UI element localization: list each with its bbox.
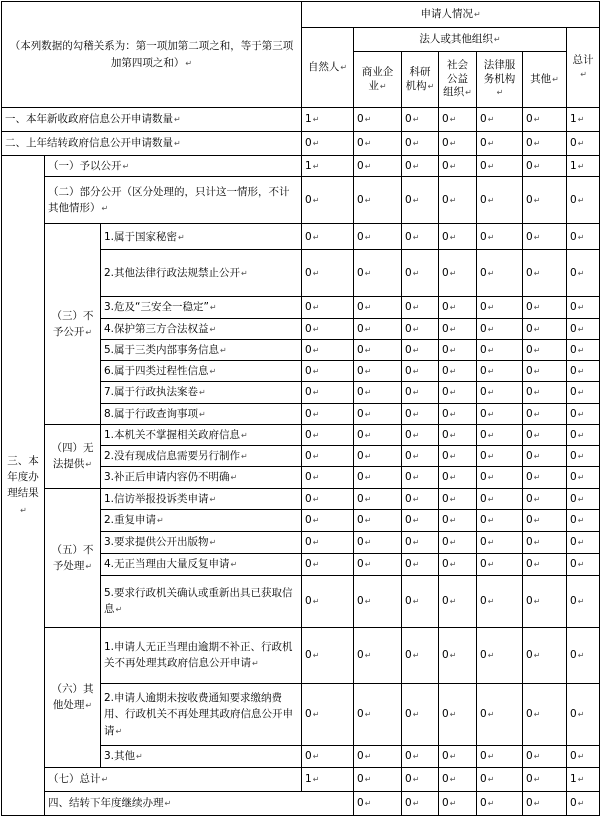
row-label: 1.信访举报投诉类申请↵	[101, 488, 302, 509]
other-header: 其他↵	[523, 52, 567, 108]
row-label: 四、结转下年度继续办理↵	[45, 791, 354, 815]
value-cell-social-welfare: 0↵	[439, 446, 477, 467]
value-cell-legal-service: 0↵	[477, 297, 523, 318]
value-cell-other: 0↵	[523, 224, 567, 250]
value-cell-social-welfare: 0↵	[439, 339, 477, 360]
value-cell-natural-person: 0↵	[302, 177, 354, 224]
value-cell-research: 0↵	[402, 767, 439, 791]
value-cell-total: 0↵	[567, 382, 600, 403]
value-cell-legal-service: 0↵	[477, 509, 523, 531]
value-cell-legal-service: 0↵	[477, 403, 523, 424]
value-cell-research: 0↵	[402, 224, 439, 250]
value-cell-social-welfare: 0↵	[439, 467, 477, 488]
value-cell-research: 0↵	[402, 509, 439, 531]
value-cell-research: 0↵	[402, 553, 439, 575]
row-label: 二、上年结转政府信息公开申请数量↵	[2, 132, 302, 156]
total-header: 总计↵	[567, 28, 600, 108]
value-cell-total: 1↵	[567, 156, 600, 177]
value-cell-legal-service: 0↵	[477, 767, 523, 791]
value-cell-legal-service: 0↵	[477, 553, 523, 575]
value-cell-commercial: 0↵	[354, 509, 402, 531]
value-cell-commercial: 0↵	[354, 382, 402, 403]
value-cell-commercial: 0↵	[354, 318, 402, 339]
value-cell-natural-person: 0↵	[302, 575, 354, 627]
value-cell-legal-service: 0↵	[477, 177, 523, 224]
value-cell-natural-person: 0↵	[302, 683, 354, 745]
row-label: 8.属于行政查询事项↵	[101, 403, 302, 424]
value-cell-total: 0↵	[567, 531, 600, 553]
value-cell-commercial: 0↵	[354, 177, 402, 224]
value-cell-other: 0↵	[523, 177, 567, 224]
value-cell-commercial: 0↵	[354, 531, 402, 553]
row-label: 6.属于四类过程性信息↵	[101, 361, 302, 382]
value-cell-research: 0↵	[402, 424, 439, 445]
value-cell-natural-person: 0↵	[302, 132, 354, 156]
value-cell-other: 0↵	[523, 156, 567, 177]
value-cell-commercial: 0↵	[354, 132, 402, 156]
value-cell-natural-person: 0↵	[302, 224, 354, 250]
legal-service-header: 法律服务机构↵	[477, 52, 523, 108]
value-cell-social-welfare: 0↵	[439, 403, 477, 424]
social-welfare-header: 社会公益组织↵	[439, 52, 477, 108]
value-cell-social-welfare: 0↵	[439, 382, 477, 403]
value-cell-commercial: 0↵	[354, 745, 402, 767]
value-cell-commercial: 0↵	[354, 250, 402, 297]
value-cell-total: 0↵	[567, 509, 600, 531]
value-cell-legal-service: 0↵	[477, 382, 523, 403]
value-cell-commercial: 0↵	[354, 446, 402, 467]
value-cell-legal-service: 0↵	[477, 318, 523, 339]
value-cell-research: 0↵	[402, 318, 439, 339]
value-cell-social-welfare: 0↵	[439, 509, 477, 531]
value-cell-research: 0↵	[402, 488, 439, 509]
value-cell-natural-person: 0↵	[302, 403, 354, 424]
row-label: 3.补正后申请内容仍不明确↵	[101, 467, 302, 488]
value-cell-social-welfare: 0↵	[439, 297, 477, 318]
row-label: 2.没有现成信息需要另行制作↵	[101, 446, 302, 467]
value-cell-legal-service: 0↵	[477, 488, 523, 509]
row-label: 2.其他法律行政法规禁止公开↵	[101, 250, 302, 297]
value-cell-natural-person: 0↵	[302, 627, 354, 683]
value-cell-social-welfare: 0↵	[439, 745, 477, 767]
value-cell-legal-service: 0↵	[477, 108, 523, 132]
value-cell-commercial: 0↵	[354, 156, 402, 177]
value-cell-commercial: 0↵	[354, 488, 402, 509]
value-cell-research: 0↵	[402, 177, 439, 224]
value-cell-commercial: 0↵	[354, 627, 402, 683]
value-cell-research: 0↵	[402, 745, 439, 767]
row-label: （一）予以公开↵	[45, 156, 302, 177]
value-cell-commercial: 0↵	[354, 339, 402, 360]
disclosure-table	[1, 1, 600, 816]
row-label: 7.属于行政执法案卷↵	[101, 382, 302, 403]
value-cell-legal-service: 0↵	[477, 156, 523, 177]
value-cell-legal-service: 0↵	[477, 467, 523, 488]
value-cell-total: 0↵	[567, 177, 600, 224]
value-cell-legal-service: 0↵	[523, 791, 567, 815]
row-label: （二）部分公开（区分处理的，只计这一情形，不计其他情形）↵	[45, 177, 302, 224]
value-cell-legal-service: 0↵	[477, 224, 523, 250]
row-label: 1.申请人无正当理由逾期不补正、行政机关不再处理其政府信息公开申请↵	[101, 627, 302, 683]
value-cell-natural-person: 0↵	[302, 382, 354, 403]
value-cell-total: 0↵	[567, 250, 600, 297]
value-cell-commercial: 0↵	[354, 424, 402, 445]
value-cell-social-welfare: 0↵	[439, 683, 477, 745]
value-cell-other: 0↵	[523, 553, 567, 575]
value-cell-legal-service: 0↵	[477, 250, 523, 297]
value-cell-total: 0↵	[567, 467, 600, 488]
value-cell-commercial: 0↵	[402, 791, 439, 815]
value-cell-other: 0↵	[523, 683, 567, 745]
value-cell-social-welfare: 0↵	[477, 791, 523, 815]
value-cell-other: 0↵	[523, 108, 567, 132]
value-cell-natural-person: 0↵	[302, 531, 354, 553]
value-cell-other: 0↵	[523, 403, 567, 424]
value-cell-natural-person: 0↵	[302, 297, 354, 318]
value-cell-legal-service: 0↵	[477, 339, 523, 360]
value-cell-total: 0↵	[567, 318, 600, 339]
value-cell-research: 0↵	[402, 575, 439, 627]
value-cell-social-welfare: 0↵	[439, 224, 477, 250]
row-label: 3.其他↵	[101, 745, 302, 767]
value-cell-research: 0↵	[402, 156, 439, 177]
value-cell-commercial: 0↵	[354, 575, 402, 627]
value-cell-natural-person: 0↵	[302, 553, 354, 575]
value-cell-natural-person: 1↵	[302, 767, 354, 791]
value-cell-research: 0↵	[402, 627, 439, 683]
value-cell-other: 0↵	[523, 575, 567, 627]
section-3-label: 三、本年度办理结果↵	[2, 156, 45, 816]
value-cell-natural-person: 1↵	[302, 156, 354, 177]
value-cell-research: 0↵	[402, 132, 439, 156]
value-cell-total: 0↵	[567, 627, 600, 683]
value-cell-research: 0↵	[402, 403, 439, 424]
commercial-header: 商业企业↵	[354, 52, 402, 108]
row-label: 2.重复申请↵	[101, 509, 302, 531]
row-label: 5.属于三类内部事务信息↵	[101, 339, 302, 360]
value-cell-other: 0↵	[523, 424, 567, 445]
value-cell-social-welfare: 0↵	[439, 488, 477, 509]
row-label: 1.本机关不掌握相关政府信息↵	[101, 424, 302, 445]
value-cell-social-welfare: 0↵	[439, 250, 477, 297]
value-cell-legal-service: 0↵	[477, 361, 523, 382]
value-cell-other: 0↵	[523, 467, 567, 488]
value-cell-commercial: 0↵	[354, 467, 402, 488]
value-cell-natural-person: 0↵	[302, 424, 354, 445]
value-cell-natural-person: 0↵	[302, 250, 354, 297]
value-cell-research: 0↵	[402, 108, 439, 132]
row-label: 3.危及“三安全一稳定”↵	[101, 297, 302, 318]
value-cell-research: 0↵	[439, 791, 477, 815]
value-cell-commercial: 0↵	[354, 683, 402, 745]
value-cell-research: 0↵	[402, 250, 439, 297]
value-cell-research: 0↵	[402, 382, 439, 403]
value-cell-total: 1↵	[567, 108, 600, 132]
row-label: 一、本年新收政府信息公开申请数量↵	[2, 108, 302, 132]
value-cell-research: 0↵	[402, 467, 439, 488]
value-cell-other: 0↵	[523, 627, 567, 683]
value-cell-natural-person: 0↵	[302, 361, 354, 382]
value-cell-social-welfare: 0↵	[439, 627, 477, 683]
natural-person-header: 自然人↵	[302, 28, 354, 108]
row-label: 3.要求提供公开出版物↵	[101, 531, 302, 553]
value-cell-natural-person: 0↵	[302, 318, 354, 339]
value-cell-other: 0↵	[523, 250, 567, 297]
value-cell-total: 0↵	[567, 488, 600, 509]
value-cell-research: 0↵	[402, 339, 439, 360]
value-cell-total: 0↵	[567, 297, 600, 318]
value-cell-social-welfare: 0↵	[439, 318, 477, 339]
value-cell-commercial: 0↵	[354, 767, 402, 791]
value-cell-research: 0↵	[402, 361, 439, 382]
value-cell-research: 0↵	[402, 297, 439, 318]
value-cell-legal-service: 0↵	[477, 575, 523, 627]
value-cell-other: 0↵	[523, 488, 567, 509]
value-cell-commercial: 0↵	[354, 297, 402, 318]
row-label: 4.无正当理由大量反复申请↵	[101, 553, 302, 575]
row-label: 2.申请人逾期未按收费通知要求缴纳费用、行政机关不再处理其政府信息公开申请↵	[101, 683, 302, 745]
group-label-g4: （四）无法提供↵	[45, 424, 101, 488]
value-cell-other: 0↵	[523, 297, 567, 318]
value-cell-legal-service: 0↵	[477, 627, 523, 683]
value-cell-social-welfare: 0↵	[439, 156, 477, 177]
value-cell-social-welfare: 0↵	[439, 553, 477, 575]
value-cell-other: 0↵	[523, 132, 567, 156]
header-note: （本列数据的勾稽关系为：第一项加第二项之和，等于第三项加第四项之和）↵	[2, 2, 302, 108]
value-cell-other: 0↵	[523, 745, 567, 767]
value-cell-legal-service: 0↵	[477, 132, 523, 156]
value-cell-total: 1↵	[567, 767, 600, 791]
value-cell-social-welfare: 0↵	[439, 108, 477, 132]
value-cell-other: 0↵	[523, 509, 567, 531]
row-label: 4.保护第三方合法权益↵	[101, 318, 302, 339]
value-cell-commercial: 0↵	[354, 224, 402, 250]
value-cell-social-welfare: 0↵	[439, 361, 477, 382]
value-cell-social-welfare: 0↵	[439, 531, 477, 553]
value-cell-other: 0↵	[523, 339, 567, 360]
row-label: 5.要求行政机关确认或重新出具已获取信息↵	[101, 575, 302, 627]
value-cell-natural-person: 0↵	[302, 467, 354, 488]
value-cell-total: 0↵	[567, 224, 600, 250]
value-cell-natural-person: 0↵	[354, 791, 402, 815]
group-label-g6: （六）其他处理↵	[45, 627, 101, 767]
value-cell-total: 0↵	[567, 745, 600, 767]
value-cell-natural-person: 0↵	[302, 339, 354, 360]
row-label: （七）总计↵	[45, 767, 302, 791]
value-cell-social-welfare: 0↵	[439, 132, 477, 156]
value-cell-legal-service: 0↵	[477, 745, 523, 767]
value-cell-commercial: 0↵	[354, 361, 402, 382]
legal-group-header: 法人或其他组织↵	[354, 28, 567, 52]
value-cell-research: 0↵	[402, 683, 439, 745]
research-header: 科研机构↵	[402, 52, 439, 108]
group-label-g3: （三）不予公开↵	[45, 224, 101, 425]
group-label-g5: （五）不予处理↵	[45, 488, 101, 627]
value-cell-natural-person: 0↵	[302, 745, 354, 767]
value-cell-total: 0↵	[567, 424, 600, 445]
value-cell-other: 0↵	[567, 791, 600, 815]
value-cell-natural-person: 0↵	[302, 446, 354, 467]
value-cell-commercial: 0↵	[354, 403, 402, 424]
value-cell-legal-service: 0↵	[477, 683, 523, 745]
value-cell-total: 0↵	[567, 683, 600, 745]
value-cell-total: 0↵	[567, 446, 600, 467]
value-cell-other: 0↵	[523, 767, 567, 791]
applicant-situation-header: 申请人情况↵	[302, 2, 600, 28]
value-cell-social-welfare: 0↵	[439, 177, 477, 224]
value-cell-total: 0↵	[567, 575, 600, 627]
value-cell-commercial: 0↵	[354, 108, 402, 132]
value-cell-other: 0↵	[523, 531, 567, 553]
value-cell-other: 0↵	[523, 318, 567, 339]
value-cell-total: 0↵	[567, 339, 600, 360]
value-cell-social-welfare: 0↵	[439, 575, 477, 627]
value-cell-legal-service: 0↵	[477, 446, 523, 467]
value-cell-total: 0↵	[567, 553, 600, 575]
value-cell-commercial: 0↵	[354, 553, 402, 575]
row-label: 1.属于国家秘密↵	[101, 224, 302, 250]
value-cell-research: 0↵	[402, 531, 439, 553]
value-cell-natural-person: 0↵	[302, 488, 354, 509]
value-cell-research: 0↵	[402, 446, 439, 467]
value-cell-legal-service: 0↵	[477, 531, 523, 553]
value-cell-total: 0↵	[567, 403, 600, 424]
value-cell-natural-person: 0↵	[302, 509, 354, 531]
value-cell-social-welfare: 0↵	[439, 424, 477, 445]
value-cell-social-welfare: 0↵	[439, 767, 477, 791]
value-cell-other: 0↵	[523, 382, 567, 403]
value-cell-total: 0↵	[567, 361, 600, 382]
value-cell-natural-person: 1↵	[302, 108, 354, 132]
value-cell-legal-service: 0↵	[477, 424, 523, 445]
value-cell-other: 0↵	[523, 446, 567, 467]
value-cell-other: 0↵	[523, 361, 567, 382]
value-cell-total: 0↵	[567, 132, 600, 156]
